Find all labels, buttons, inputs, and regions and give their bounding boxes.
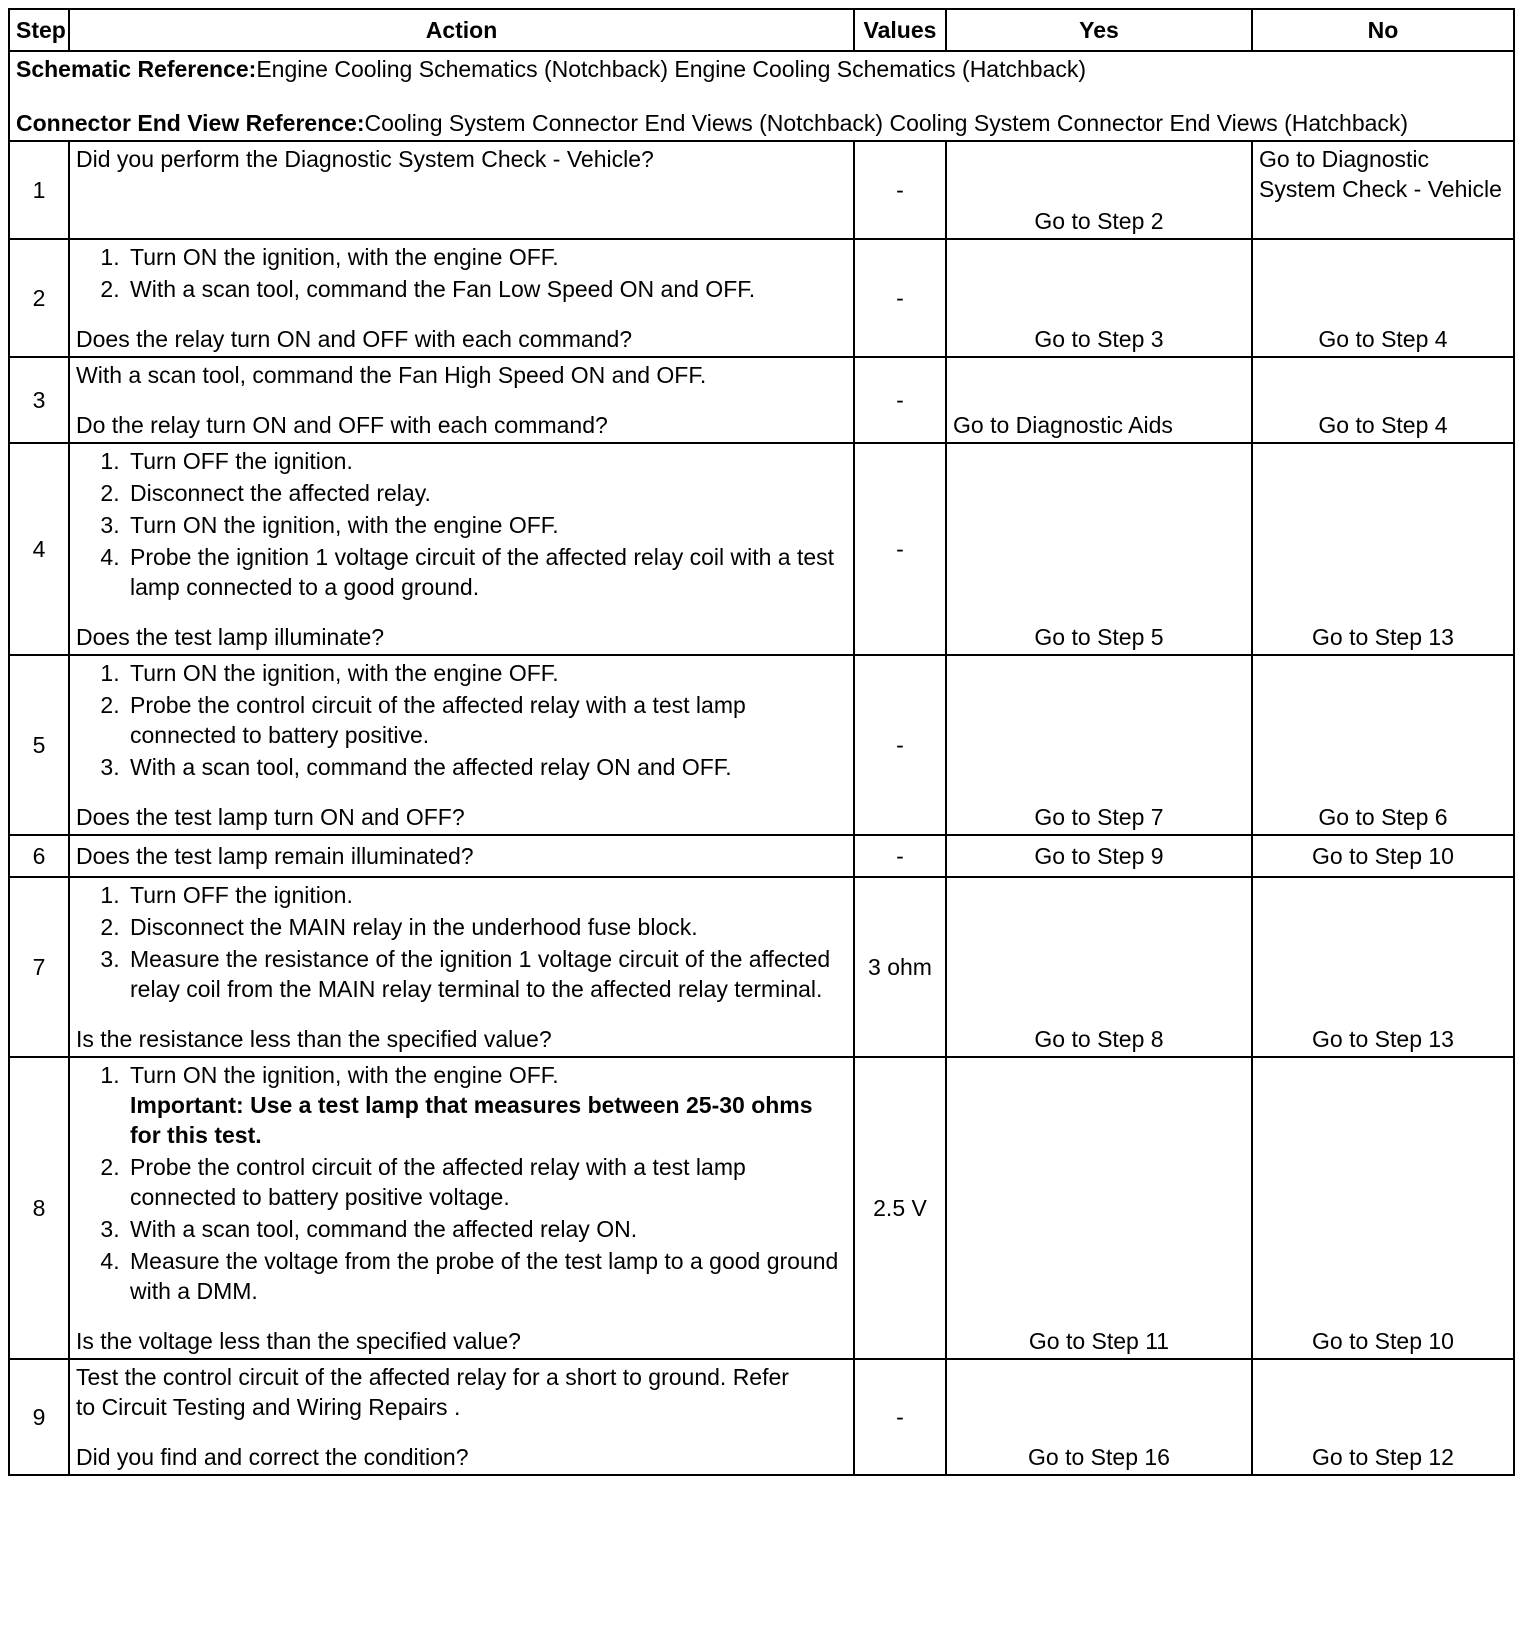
list-item: 2. Disconnect the affected relay. — [126, 478, 847, 508]
action-cell — [69, 835, 854, 877]
value-cell: - — [854, 835, 946, 877]
action-cell — [69, 1359, 854, 1475]
list-item: 4. Measure the voltage from the probe of the test lamp to a good ground with a DMM. — [126, 1246, 847, 1306]
action-question: Does the test lamp illuminate? — [76, 624, 385, 650]
header-action: Action — [69, 9, 854, 51]
action-question: Does the test lamp turn ON and OFF? — [76, 804, 465, 830]
schematic-reference-label: Schematic Reference: — [16, 56, 257, 82]
action-cell — [69, 239, 854, 357]
list-item: 1. Turn ON the ignition, with the engine OFF. — [126, 242, 847, 272]
no-link[interactable]: Go to Step 12 — [1252, 1359, 1514, 1475]
action-text: Did you perform the Diagnostic System Check - Vehicle? — [76, 146, 654, 172]
list-item: 3. Turn ON the ignition, with the engine OFF. — [126, 510, 847, 540]
action-cell — [69, 141, 854, 239]
no-link[interactable]: Go to Step 4 — [1252, 357, 1514, 443]
value-cell: - — [854, 357, 946, 443]
yes-link[interactable]: Go to Step 16 — [946, 1359, 1252, 1475]
list-item: 2. Probe the control circuit of the affected relay with a test lamp connected to battery positive. — [126, 690, 847, 750]
step-number: 1 — [9, 141, 69, 239]
action-text: With a scan tool, command the Fan High Speed ON and OFF. — [76, 362, 707, 388]
list-item: 1. Turn OFF the ignition. — [126, 446, 847, 476]
yes-link[interactable]: Go to Step 8 — [946, 877, 1252, 1057]
step-number: 8 — [9, 1057, 69, 1359]
list-item: 2. Disconnect the MAIN relay in the underhood fuse block. — [126, 912, 847, 942]
value-cell: 2.5 V — [854, 1057, 946, 1359]
table-row — [9, 357, 1514, 443]
connector-reference-link[interactable]: Cooling System Connector End Views (Notchback) Cooling System Connector End Views (Hatchback) — [364, 110, 1409, 136]
table-row — [9, 835, 1514, 877]
action-cell — [69, 1057, 854, 1359]
connector-reference-label: Connector End View Reference: — [16, 110, 365, 136]
list-item: 4. Probe the ignition 1 voltage circuit of the affected relay coil with a test lamp connected to a good ground. — [126, 542, 847, 602]
value-cell: - — [854, 655, 946, 835]
yes-link[interactable]: Go to Step 11 — [946, 1057, 1252, 1359]
yes-link[interactable]: Go to Diagnostic Aids — [946, 357, 1252, 443]
action-cell — [69, 357, 854, 443]
step-number: 5 — [9, 655, 69, 835]
no-link[interactable]: Go to Diagnostic System Check - Vehicle — [1252, 141, 1514, 239]
table-row — [9, 141, 1514, 239]
diagnostic-table — [8, 8, 1515, 1476]
list-item-text: Turn ON the ignition, with the engine OFF. — [130, 1062, 559, 1088]
step-number: 9 — [9, 1359, 69, 1475]
yes-link[interactable]: Go to Step 7 — [946, 655, 1252, 835]
list-item: 3. With a scan tool, command the affected relay ON. — [126, 1214, 847, 1244]
yes-link[interactable]: Go to Step 5 — [946, 443, 1252, 655]
no-link[interactable]: Go to Step 6 — [1252, 655, 1514, 835]
list-item: 1. Turn ON the ignition, with the engine OFF. — [126, 658, 847, 688]
yes-link[interactable]: Go to Step 3 — [946, 239, 1252, 357]
value-cell: - — [854, 141, 946, 239]
no-link[interactable]: Go to Step 10 — [1252, 835, 1514, 877]
value-cell: - — [854, 1359, 946, 1475]
step-number: 2 — [9, 239, 69, 357]
list-item: 2. Probe the control circuit of the affected relay with a test lamp connected to battery positive voltage. — [126, 1152, 847, 1212]
step-number: 6 — [9, 835, 69, 877]
table-row — [9, 239, 1514, 357]
header-step: Step — [9, 9, 69, 51]
important-note: Important: Use a test lamp that measures between 25-30 ohms for this test. — [130, 1092, 813, 1148]
action-text: Test the control circuit of the affected relay for a short to ground. Refer to Circuit Testing and Wiring Repairs . — [76, 1364, 789, 1420]
list-item: 2. With a scan tool, command the Fan Low Speed ON and OFF. — [126, 274, 847, 304]
no-link[interactable]: Go to Step 10 — [1252, 1057, 1514, 1359]
action-list — [76, 658, 847, 782]
value-cell: 3 ohm — [854, 877, 946, 1057]
list-item: 3. Measure the resistance of the ignition 1 voltage circuit of the affected relay coil from the MAIN relay terminal to the affected relay terminal. — [126, 944, 847, 1004]
step-number: 3 — [9, 357, 69, 443]
table-row — [9, 877, 1514, 1057]
yes-link[interactable]: Go to Step 2 — [946, 141, 1252, 239]
action-cell — [69, 443, 854, 655]
no-link[interactable]: Go to Step 4 — [1252, 239, 1514, 357]
table-row — [9, 1359, 1514, 1475]
connector-reference — [16, 108, 1507, 138]
no-link[interactable]: Go to Step 13 — [1252, 443, 1514, 655]
action-question: Does the relay turn ON and OFF with each command? — [76, 326, 633, 352]
reference-cell — [9, 51, 1514, 141]
list-item: 3. With a scan tool, command the affected relay ON and OFF. — [126, 752, 847, 782]
action-list — [76, 446, 847, 602]
header-row — [9, 9, 1514, 51]
header-values: Values — [854, 9, 946, 51]
header-no: No — [1252, 9, 1514, 51]
step-number: 4 — [9, 443, 69, 655]
no-link[interactable]: Go to Step 13 — [1252, 877, 1514, 1057]
action-cell — [69, 877, 854, 1057]
table-row — [9, 1057, 1514, 1359]
action-list — [76, 1060, 847, 1306]
schematic-reference — [16, 54, 1507, 84]
action-question: Do the relay turn ON and OFF with each command? — [76, 412, 608, 438]
table-row — [9, 655, 1514, 835]
action-question: Did you find and correct the condition? — [76, 1444, 469, 1470]
list-item: 1. Turn OFF the ignition. — [126, 880, 847, 910]
reference-row — [9, 51, 1514, 141]
action-list — [76, 242, 847, 304]
action-question: Is the resistance less than the specified value? — [76, 1026, 552, 1052]
action-text: Does the test lamp remain illuminated? — [76, 843, 474, 869]
header-yes: Yes — [946, 9, 1252, 51]
value-cell: - — [854, 239, 946, 357]
schematic-reference-link[interactable]: Engine Cooling Schematics (Notchback) Engine Cooling Schematics (Hatchback) — [256, 56, 1087, 82]
value-cell: - — [854, 443, 946, 655]
list-item — [126, 1060, 847, 1150]
action-cell — [69, 655, 854, 835]
table-row — [9, 443, 1514, 655]
action-question: Is the voltage less than the specified value? — [76, 1328, 521, 1354]
step-number: 7 — [9, 877, 69, 1057]
action-list — [76, 880, 847, 1004]
yes-link[interactable]: Go to Step 9 — [946, 835, 1252, 877]
